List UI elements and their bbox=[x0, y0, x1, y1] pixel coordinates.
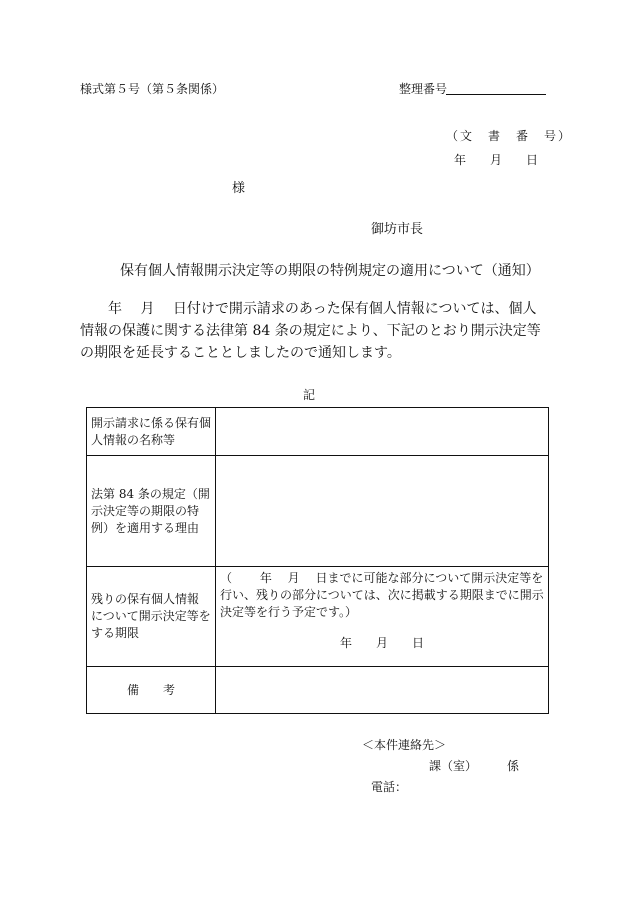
row-label-info-name: 開示請求に係る保有個人情報の名称等 bbox=[87, 408, 216, 456]
form-number: 様式第５号（第５条関係） bbox=[80, 82, 225, 96]
body-paragraph: 年 月 日付けで開示請求のあった保有個人情報については、個人情報の保護に関する法律第 84 条の規定により、下記のとおり開示決定等の期限を延長することとしましたので通知します。 bbox=[80, 301, 541, 361]
document-title: 保有個人情報開示決定等の期限の特例規定の適用について（通知） bbox=[120, 263, 540, 279]
table-row bbox=[87, 456, 549, 567]
reference-number-field[interactable] bbox=[446, 94, 546, 95]
table-row bbox=[87, 567, 549, 667]
row-label-remarks: 備 考 bbox=[87, 667, 216, 714]
row-label-reason: 法第 84 条の規定（開示決定等の期限の特例）を適用する理由 bbox=[87, 456, 216, 567]
reference-number-label: 整理番号 bbox=[399, 82, 448, 96]
document-number: （文 書 番 号） bbox=[446, 129, 573, 143]
issue-date: 年 月 日 bbox=[454, 153, 539, 167]
contact-phone: 電話： bbox=[371, 780, 408, 794]
row-label-deadline: 残りの保有個人情報について開示決定等をする期限 bbox=[87, 567, 216, 667]
row-value-deadline[interactable] bbox=[216, 567, 549, 667]
row-value-info-name[interactable] bbox=[216, 408, 549, 456]
deadline-note: （ 年 月 日までに可能な部分について開示決定等を行い、残りの部分については、次に掲載する期限までに開示決定等を行う予定です。） bbox=[220, 571, 544, 619]
deadline-date: 年 月 日 bbox=[339, 636, 424, 650]
ki-heading: 記 bbox=[303, 388, 316, 402]
row-value-reason[interactable] bbox=[216, 456, 549, 567]
detail-table bbox=[86, 407, 549, 714]
issuer-name: 御坊市長 bbox=[371, 222, 424, 237]
table-row bbox=[87, 667, 549, 714]
contact-department: 課（室） 係 bbox=[429, 759, 520, 773]
addressee-honorific: 様 bbox=[232, 181, 246, 196]
row-value-remarks[interactable] bbox=[216, 667, 549, 714]
table-row bbox=[87, 408, 549, 456]
contact-heading: ＜本件連絡先＞ bbox=[362, 738, 447, 752]
